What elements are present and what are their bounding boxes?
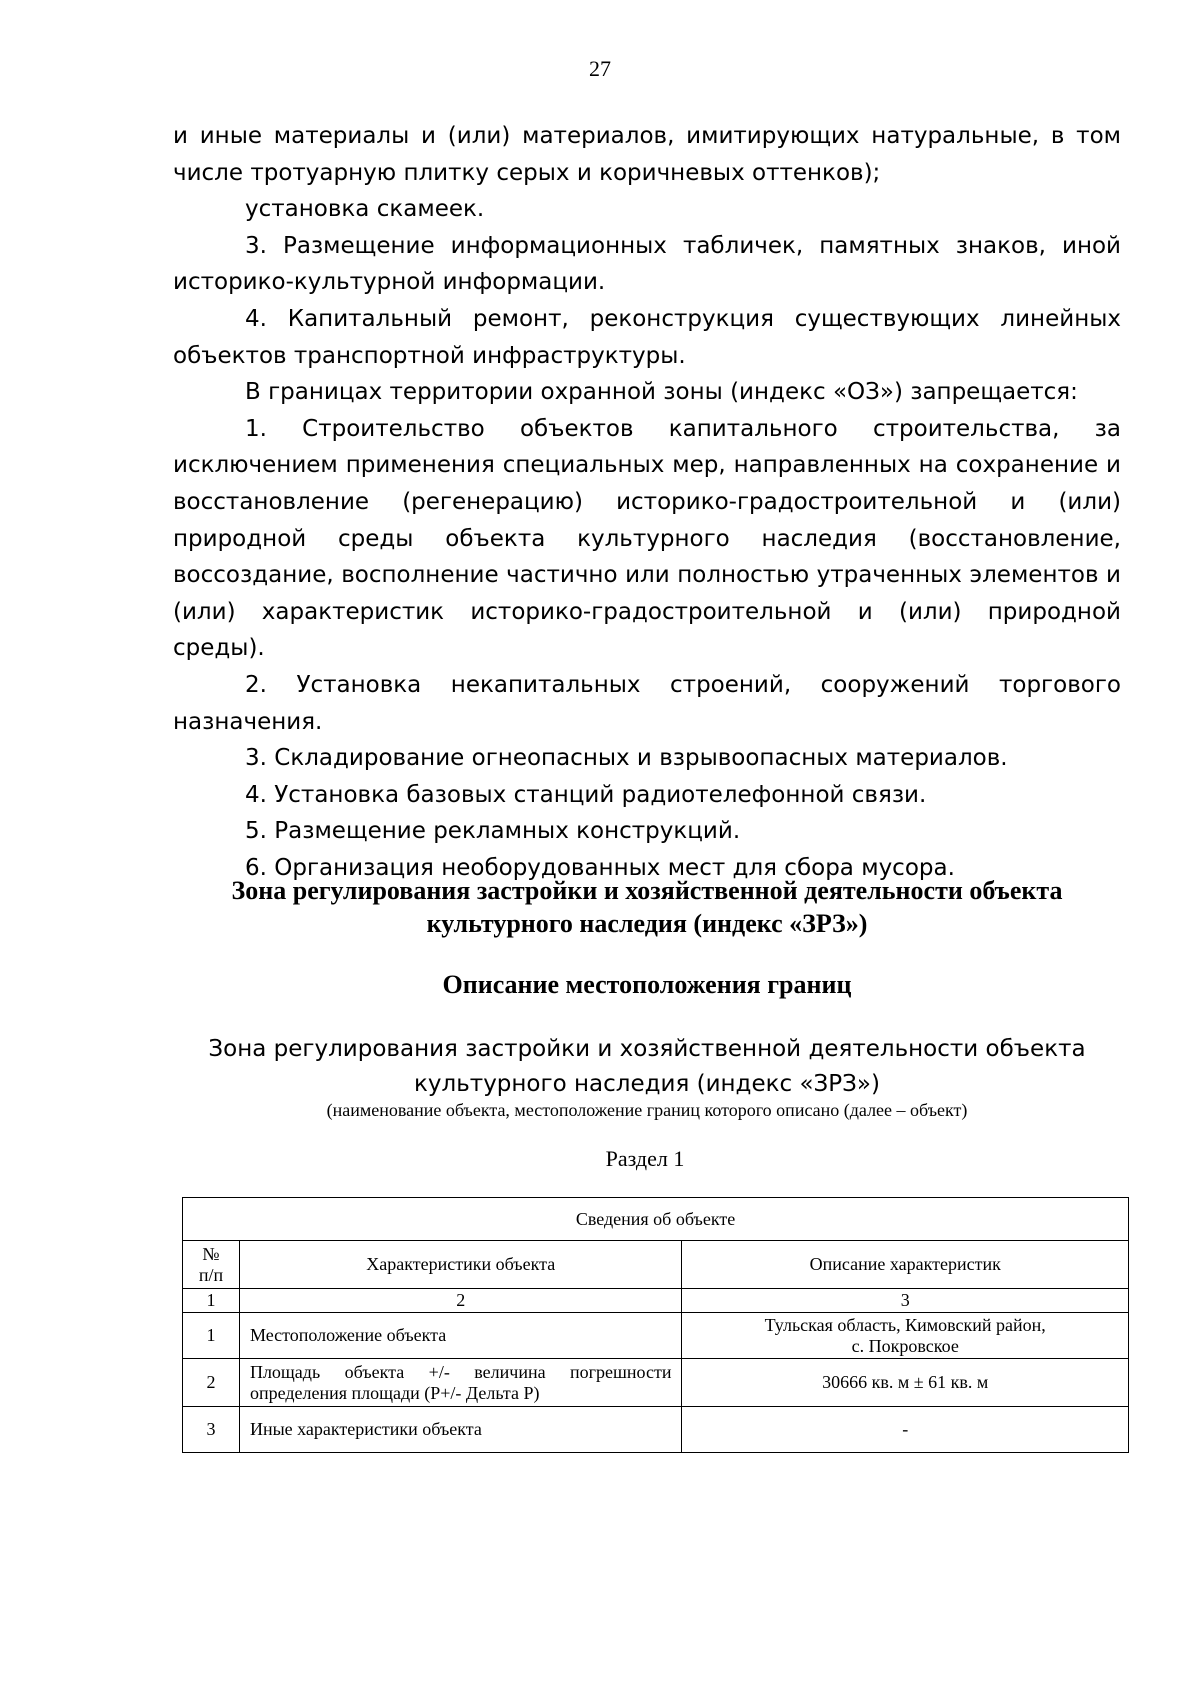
column-number-row (183, 1289, 1129, 1313)
paragraph: 4. Капитальный ремонт, реконструкция существующих линейных объектов транспортной инфраструктуры. (173, 305, 1121, 369)
zone-name (150, 1032, 1144, 1102)
page-number: 27 (589, 56, 611, 81)
paragraph: 6. Организация необорудованных мест для сбора мусора. (245, 854, 955, 881)
paragraph: установка скамеек. (245, 196, 485, 223)
section-label: Раздел 1 (605, 1146, 685, 1171)
row-num: 3 (183, 1407, 240, 1453)
zone-heading-line: культурного наследия (индекс «ЗРЗ») (426, 909, 868, 938)
zone-name-line: культурного наследия (индекс «ЗРЗ») (414, 1071, 880, 1097)
zone-name-line: Зона регулирования застройки и хозяйственной деятельности объекта (208, 1036, 1086, 1062)
column-number: 2 (239, 1289, 682, 1313)
row-description: 30666 кв. м ± 61 кв. м (682, 1359, 1129, 1407)
row-description: - (682, 1407, 1129, 1453)
column-number: 3 (682, 1289, 1129, 1313)
table-row (183, 1407, 1129, 1453)
header-description: Описание характеристик (682, 1241, 1129, 1289)
row-num: 2 (183, 1359, 240, 1407)
paragraph: 3. Размещение информационных табличек, памятных знаков, иной историко-культурной информации. (173, 232, 1121, 296)
row-description-line: с. Покровское (851, 1335, 959, 1356)
paragraph: 1. Строительство объектов капитального строительства, за исключением применения специальных мер, направленных на сохранение и восстановление (регенерацию) историко-градостроительной и (или) природной среды объекта культурного наследия (восстановление, воссоздание, восполнение частично или полностью утраченных элементов и (или) характеристик историко-градостроительной и (или) природной среды). (173, 415, 1121, 662)
paragraph: 2. Установка некапитальных строений, сооружений торгового назначения. (173, 671, 1121, 735)
header-characteristics: Характеристики объекта (239, 1241, 682, 1289)
paragraph: и иные материалы и (или) материалов, имитирующих натуральные, в том числе тротуарную плитку серых и коричневых оттенков); (173, 123, 1121, 186)
row-characteristic: Иные характеристики объекта (239, 1407, 682, 1453)
object-info-table (182, 1197, 1129, 1453)
paragraph: 3. Складирование огнеопасных и взрывоопасных материалов. (245, 745, 1008, 772)
location-heading: Описание местоположения границ (442, 970, 852, 999)
row-characteristic: Местоположение объекта (239, 1313, 682, 1359)
row-num: 1 (183, 1313, 240, 1359)
body-text (173, 118, 1121, 886)
header-num-line: № (202, 1243, 220, 1264)
table-title-row (183, 1198, 1129, 1241)
paragraph: В границах территории охранной зоны (индекс «ОЗ») запрещается: (245, 379, 1078, 406)
row-characteristic (239, 1359, 682, 1407)
row-description (682, 1313, 1129, 1359)
zone-heading-line: Зона регулирования застройки и хозяйственной деятельности объекта (231, 876, 1063, 905)
row-description-line: Тульская область, Кимовский район, (764, 1314, 1046, 1335)
paragraph: 4. Установка базовых станций радиотелефонной связи. (245, 781, 927, 808)
row-characteristic-line: Площадь объекта +/- величина погрешности (249, 1361, 672, 1382)
table-row (183, 1313, 1129, 1359)
column-number: 1 (183, 1289, 240, 1313)
header-num-line: п/п (198, 1264, 224, 1285)
table-header-row (183, 1241, 1129, 1289)
table-title: Сведения об объекте (183, 1198, 1129, 1241)
row-characteristic-line: определения площади (P+/- Дельта P) (249, 1382, 540, 1403)
zone-heading (150, 874, 1144, 940)
zone-caption: (наименование объекта, местоположение границ которого описано (далее – объект) (326, 1100, 968, 1120)
table-row (183, 1359, 1129, 1407)
header-num (183, 1241, 240, 1289)
paragraph: 5. Размещение рекламных конструкций. (245, 818, 741, 845)
